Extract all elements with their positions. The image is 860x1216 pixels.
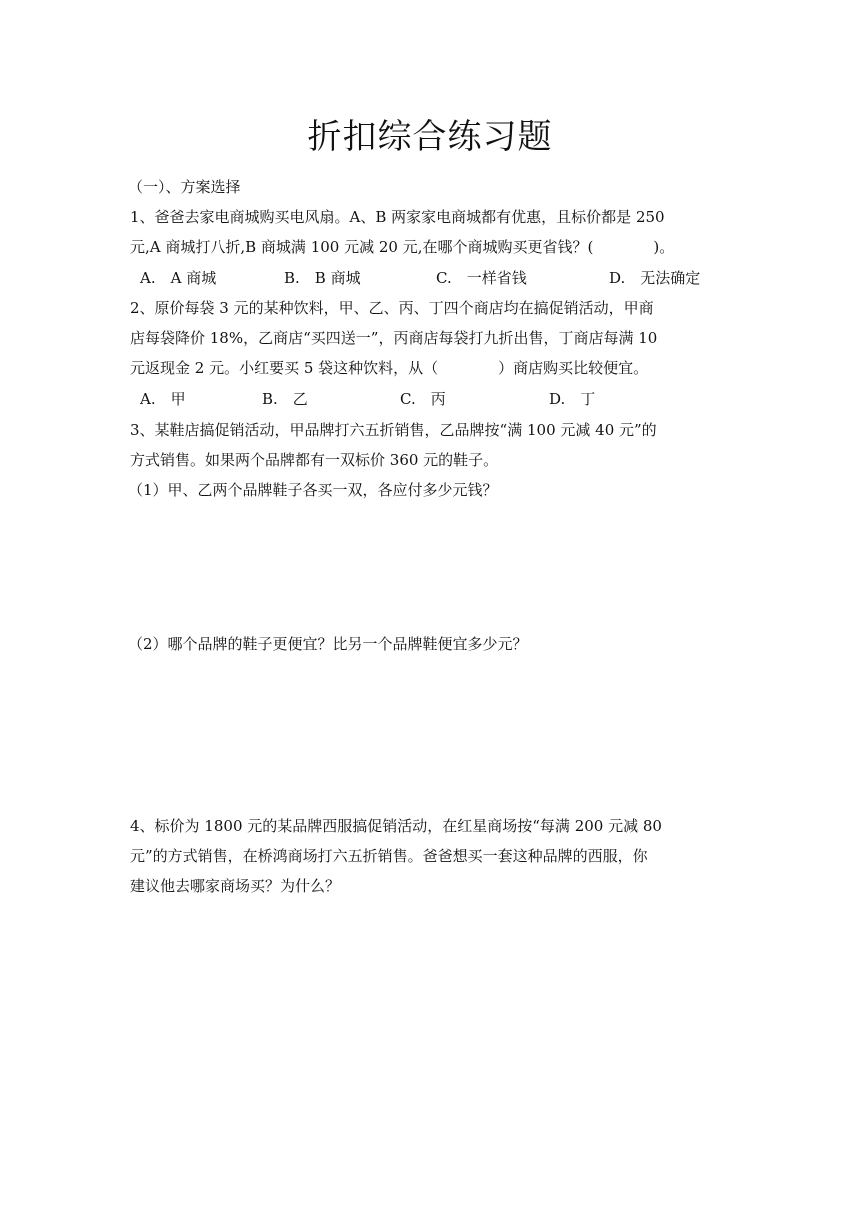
question-2-line-2: 店每袋降价 18%，乙商店“买四送一”，丙商店每袋打九折出售，丁商店每满 10	[130, 329, 658, 347]
question-3-sub-2: （2）哪个品牌的鞋子更便宜？比另一个品牌鞋便宜多少元？	[128, 635, 528, 653]
question-2-option-b: B. 乙	[262, 390, 308, 408]
question-4-line-1: 4、标价为 1800 元的某品牌西服搞促销活动，在红星商场按“每满 200 元减 80	[130, 817, 662, 835]
question-1-line-1: 1、爸爸去家电商城购买电风扇。A、B 两家家电商城都有优惠，且标价都是 250	[130, 208, 665, 226]
question-1-line-2: 元,A 商城打八折,B 商城满 100 元减 20 元,在哪个商城购买更省钱？( )。	[130, 238, 675, 256]
question-4-line-3: 建议他去哪家商场买？为什么？	[130, 877, 341, 895]
question-3-line-1: 3、某鞋店搞促销活动，甲品牌打六五折销售，乙品牌按“满 100 元减 40 元”的	[130, 421, 657, 439]
question-3-sub-1: （1）甲、乙两个品牌鞋子各买一双，各应付多少元钱？	[128, 481, 498, 499]
question-3-line-2: 方式销售。如果两个品牌都有一双标价 360 元的鞋子。	[130, 451, 499, 469]
question-1-option-c: C. 一样省钱	[436, 269, 527, 287]
question-2-line-3: 元返现金 2 元。小红要买 5 袋这种饮料，从（ ）商店购买比较便宜。	[130, 359, 649, 377]
question-2-line-1: 2、原价每袋 3 元的某种饮料，甲、乙、丙、丁四个商店均在搞促销活动，甲商	[130, 299, 654, 317]
question-2-option-d: D. 丁	[549, 390, 596, 408]
question-1-option-b: B. B 商城	[284, 269, 361, 287]
question-1-option-a: A. A 商城	[140, 269, 217, 287]
page-title: 折扣综合练习题	[307, 117, 553, 157]
question-1-option-d: D. 无法确定	[609, 269, 701, 287]
section-heading: （一）、方案选择	[128, 178, 241, 196]
question-2-option-c: C. 丙	[400, 390, 446, 408]
question-2-option-a: A. 甲	[140, 390, 186, 408]
question-4-line-2: 元”的方式销售，在桥鸿商场打六五折销售。爸爸想买一套这种品牌的西服，你	[130, 847, 648, 865]
